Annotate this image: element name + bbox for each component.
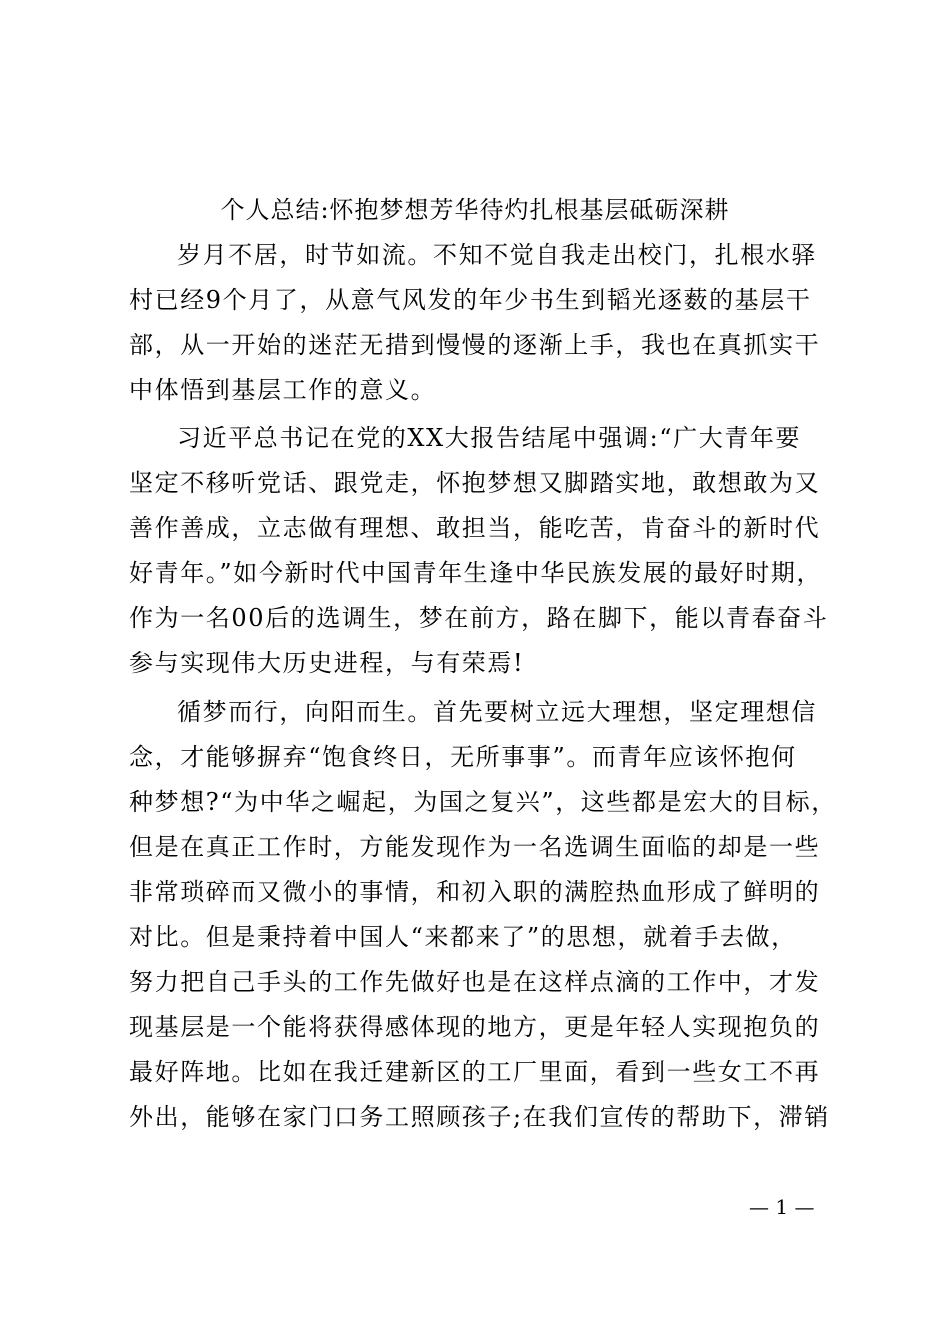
text-line: 参与实现伟大历史进程，与有荣焉! xyxy=(129,649,525,677)
text-line: 对比。但是秉持着中国人“来都来了”的思想，就着手去做， xyxy=(129,923,797,951)
text-line: 努力把自己手头的工作先做好也是在这样点滴的工作中，才发 xyxy=(129,968,821,996)
document-title: 个人总结:怀抱梦想芳华待灼扎根基层砥砺深耕 xyxy=(220,196,730,224)
text-line: 现基层是一个能将获得感体现的地方，更是年轻人实现抱负的 xyxy=(129,1013,821,1041)
text-line: 最好阵地。比如在我迁建新区的工厂里面，看到一些女工不再 xyxy=(129,1058,821,1086)
text-line: 部，从一开始的迷茫无措到慢慢的逐渐上手，我也在真抓实干 xyxy=(129,331,821,359)
text-line: 但是在真正工作时，方能发现作为一名选调生面临的却是一些 xyxy=(129,833,821,861)
text-line: 坚定不移听党话、跟党走，怀抱梦想又脚踏实地，敢想敢为又 xyxy=(129,469,821,497)
text-line: 好青年。”如今新时代中国青年生逢中华民族发展的最好时期， xyxy=(129,559,823,587)
text-line: 岁月不居，时节如流。不知不觉自我走出校门，扎根水驿 xyxy=(177,241,817,269)
text-line: 种梦想?“为中华之崛起，为国之复兴”，这些都是宏大的目标， xyxy=(129,788,837,816)
text-line: 念，才能够摒弃“饱食终日，无所事事”。而青年应该怀抱何 xyxy=(129,743,797,771)
text-line: 中体悟到基层工作的意义。 xyxy=(129,376,437,404)
text-line: 善作善成，立志做有理想、敢担当，能吃苦，肯奋斗的新时代 xyxy=(129,514,821,542)
text-line: 循梦而行，向阳而生。首先要树立远大理想，坚定理想信 xyxy=(177,698,817,726)
text-line: 非常琐碎而又微小的事情，和初入职的满腔热血形成了鲜明的 xyxy=(129,878,821,906)
text-line: 作为一名00后的选调生，梦在前方，路在脚下，能以青春奋斗 xyxy=(129,604,829,632)
text-line: 外出，能够在家门口务工照顾孩子;在我们宣传的帮助下，滞销 xyxy=(129,1103,830,1131)
page-number: — 1 — xyxy=(749,1195,815,1219)
text-line: 村已经9个月了，从意气风发的年少书生到韬光逐薮的基层干 xyxy=(129,286,812,314)
text-line: 习近平总书记在党的XX大报告结尾中强调:“广大青年要 xyxy=(177,424,802,452)
